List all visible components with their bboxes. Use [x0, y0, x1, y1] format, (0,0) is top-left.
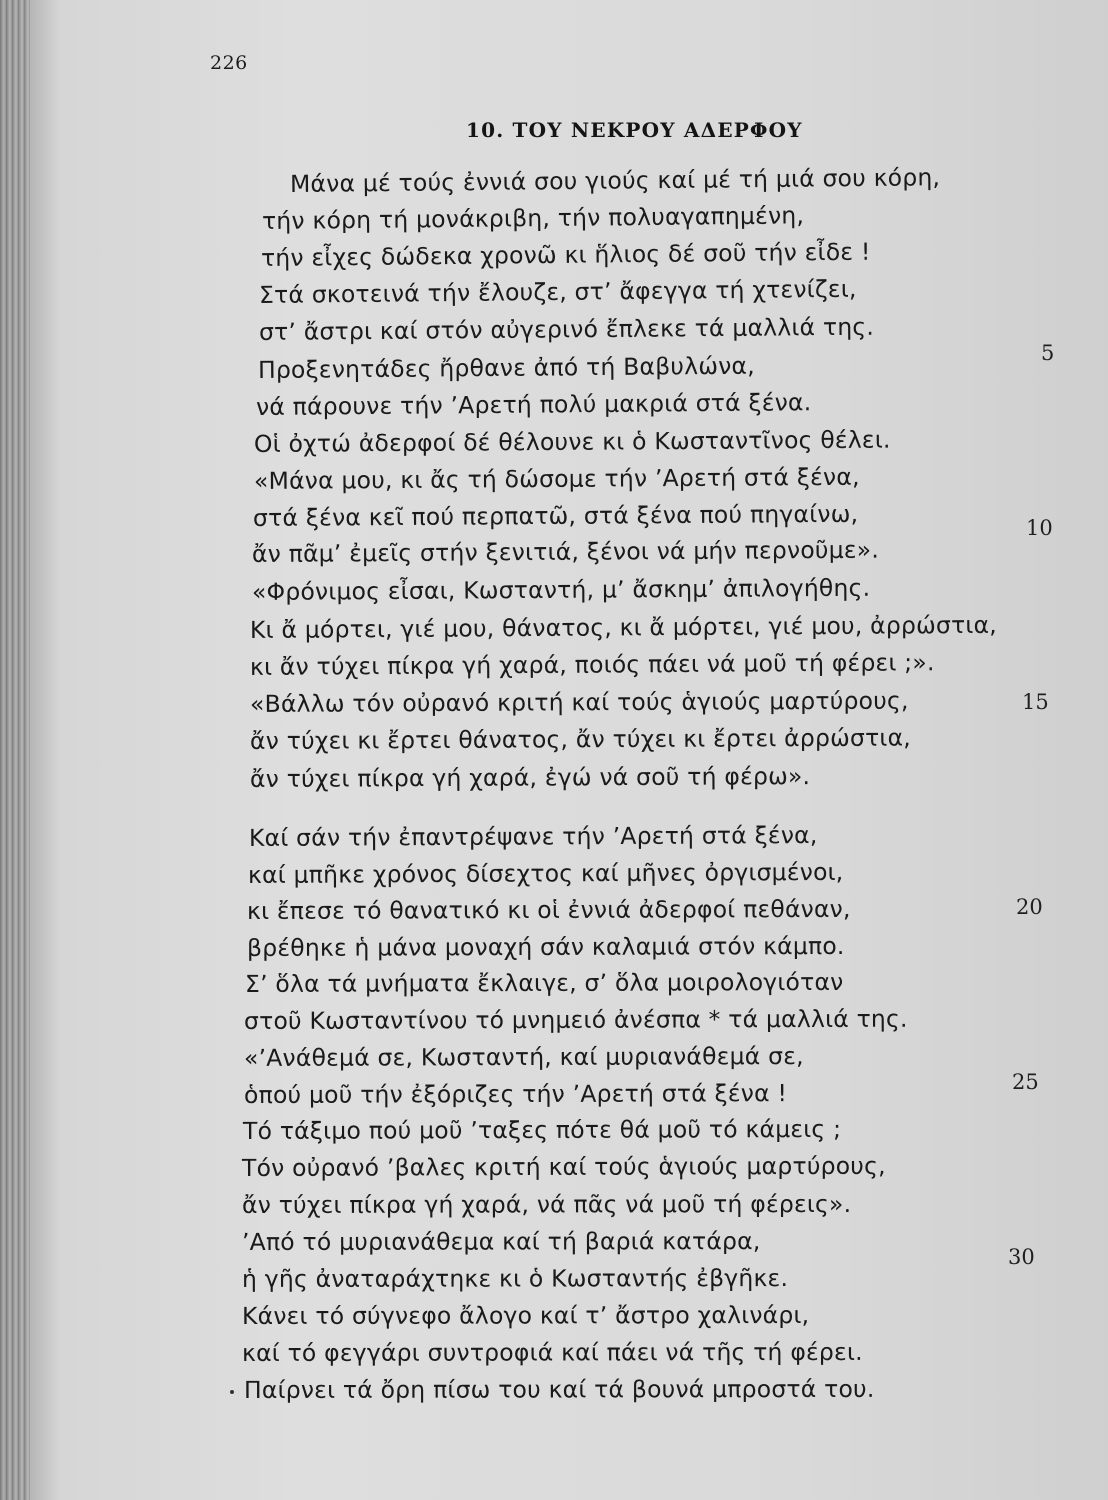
- verse-line: κι ἔπεσε τό θανατικό κι οἱ ἐννιά ἀδερφοί πεθάναν,: [246, 894, 851, 925]
- poem-title: 10. ΤΟΥ ΝΕΚΡΟΥ ΑΔΕΡΦΟΥ: [466, 118, 803, 142]
- verse-line: «Βάλλω τόν οὐρανό κριτή καί τούς ἁγιούς μαρτύρους,: [249, 686, 909, 718]
- verse-line: Τό τάξιμο πού μοῦ ’ταξες πότε θά μοῦ τό κάμεις ;: [242, 1114, 842, 1145]
- verse-line: καί τό φεγγάρι συντροφιά καί πάει νά τῆς τή φέρει.: [241, 1337, 863, 1367]
- verse-line: στά ξένα κεῖ πού περπατῶ, στά ξένα πού πηγαίνω,: [252, 499, 859, 532]
- verse-line: τήν κόρη τή μονάκριβη, τήν πολυαγαπημένη,: [261, 201, 805, 235]
- line-number: 20: [1016, 895, 1043, 919]
- verse-line: καί μπῆκε χρόνος δίσεχτος καί μῆνες ὀργισμένοι,: [247, 857, 844, 889]
- verse-line: ἄν πᾶμ’ ἐμεῖς στήν ξενιτιά, ξένοι νά μήν περνοῦμε».: [251, 535, 880, 568]
- verse-line: Κάνει τό σύγνεφο ἄλογο καί τ’ ἄστρο χαλινάρι,: [241, 1301, 810, 1330]
- verse-line: Παίρνει τά ὄρη πίσω του καί τά βουνά μπροστά του.: [243, 1374, 875, 1404]
- verse-line: στ’ ἄστρι καί στόν αὐγερινό ἔπλεκε τά μαλλιά της.: [258, 312, 875, 346]
- verse-line: Μάνα μέ τούς ἐννιά σου γιούς καί μέ τή μιά σου κόρη,: [289, 163, 941, 198]
- verse-line: Καί σάν τήν ἐπαντρέψανε τήν ’Αρετή στά ξένα,: [248, 821, 818, 852]
- verse-line: Τόν οὐρανό ’βαλες κριτή καί τούς ἁγιούς μαρτύρους,: [241, 1151, 886, 1182]
- verse-line: ἄν τύχει πίκρα γή χαρά, ἐγώ νά σοῦ τή φέρω».: [249, 762, 811, 793]
- verse-line: νά πάρουνε τήν ’Αρετή πολύ μακριά στά ξένα.: [255, 388, 812, 421]
- verse-line: «’Ανάθεμά σε, Κωσταντή, καί μυριανάθεμά σε,: [243, 1042, 804, 1072]
- verse-line: «Φρόνιμος εἶσαι, Κωσταντή, μ’ ἄσκημ’ ἀπιλογήθης.: [251, 573, 871, 606]
- verse-line: ’Από τό μυριανάθεμα καί τή βαριά κατάρα,: [241, 1227, 761, 1256]
- page-edge-stack: [0, 0, 30, 1500]
- line-number: 30: [1008, 1245, 1035, 1269]
- verse-line: Προξενητάδες ἤρθανε ἀπό τή Βαβυλώνα,: [257, 351, 755, 384]
- line-number: 5: [1041, 341, 1055, 365]
- line-number: 25: [1012, 1070, 1039, 1094]
- line-marker-dot: [230, 1390, 234, 1394]
- verse-line: ὁπού μοῦ τήν ἐξόριζες τήν ’Αρετή στά ξένα !: [243, 1079, 788, 1109]
- verse-line: κι ἄν τύχει πίκρα γή χαρά, ποιός πάει νά μοῦ τή φέρει ;».: [249, 648, 935, 681]
- verse-line: Σ’ ὅλα τά μνήματα ἔκλαιγε, σ’ ὅλα μοιρολογιόταν: [244, 967, 844, 998]
- verse-line: Στά σκοτεινά τήν ἔλουζε, στ’ ἄφεγγα τή χτενίζει,: [258, 274, 857, 309]
- verse-line: βρέθηκε ἡ μάνα μοναχή σάν καλαμιά στόν κάμπο.: [246, 931, 845, 962]
- verse-line: Οἱ ὀχτώ ἀδερφοί δέ θέλουνε κι ὁ Κωσταντῖνος θέλει.: [253, 425, 891, 458]
- line-number: 10: [1026, 516, 1053, 540]
- line-number: 15: [1022, 690, 1049, 714]
- verse-line: ἄν τύχει κι ἔρτει θάνατος, ἄν τύχει κι ἔρτει ἀρρώστια,: [249, 723, 911, 755]
- page-number: 226: [210, 52, 248, 74]
- verse-line: Κι ἄ μόρτει, γιέ μου, θάνατος, κι ἄ μόρτει, γιέ μου, ἀρρώστια,: [249, 610, 997, 644]
- verse-line: «Μάνα μου, κι ἄς τή δώσομε τήν ’Αρετή στά ξένα,: [253, 462, 860, 495]
- verse-line: ἡ γῆς ἀναταράχτηκε κι ὁ Κωσταντής ἐβγῆκε.: [241, 1264, 789, 1293]
- verse-line: τήν εἶχες δώδεκα χρονῶ κι ἥλιος δέ σοῦ τήν εἶδε !: [260, 237, 871, 272]
- verse-line: ἄν τύχει πίκρα γή χαρά, νά πᾶς νά μοῦ τή φέρεις».: [241, 1189, 852, 1219]
- verse-line: στοῦ Κωσταντίνου τό μνημειό ἀνέσπα * τά μαλλιά της.: [243, 1004, 908, 1035]
